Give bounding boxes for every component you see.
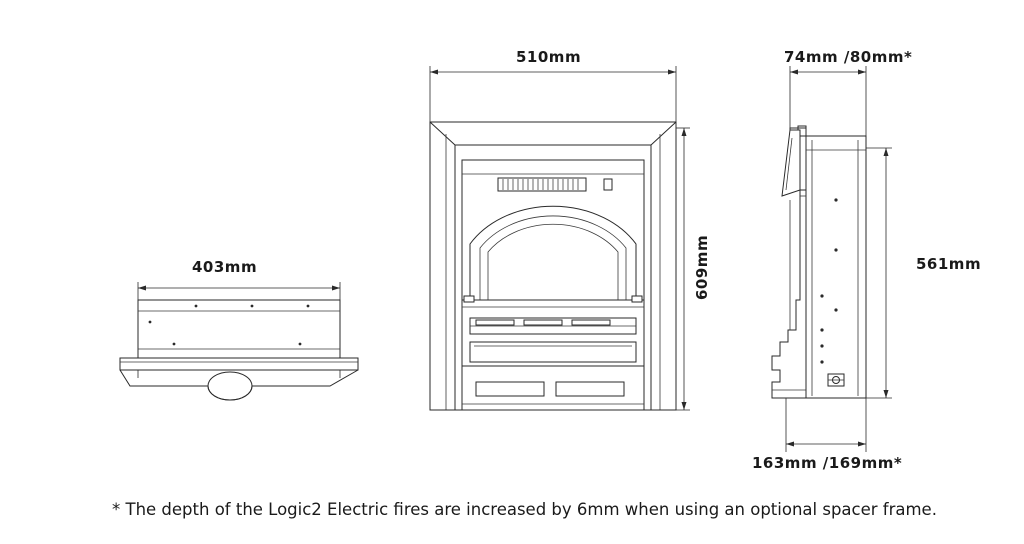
spacer-frame-footnote: * The depth of the Logic2 Electric fires are increased by 6mm when using an optional spacer frame. [112, 500, 937, 519]
plan-view-geometry [120, 282, 358, 400]
plan-width-label: 403mm [192, 258, 258, 276]
front-width-label: 510mm [516, 48, 582, 66]
side-depth-top-label: 74mm /80mm* [784, 48, 913, 66]
front-height-label: 609mm [693, 234, 711, 300]
side-view-geometry [772, 66, 892, 452]
side-height-label: 561mm [916, 255, 982, 273]
side-depth-bottom-label: 163mm /169mm* [752, 454, 903, 472]
front-view-geometry [430, 66, 690, 410]
